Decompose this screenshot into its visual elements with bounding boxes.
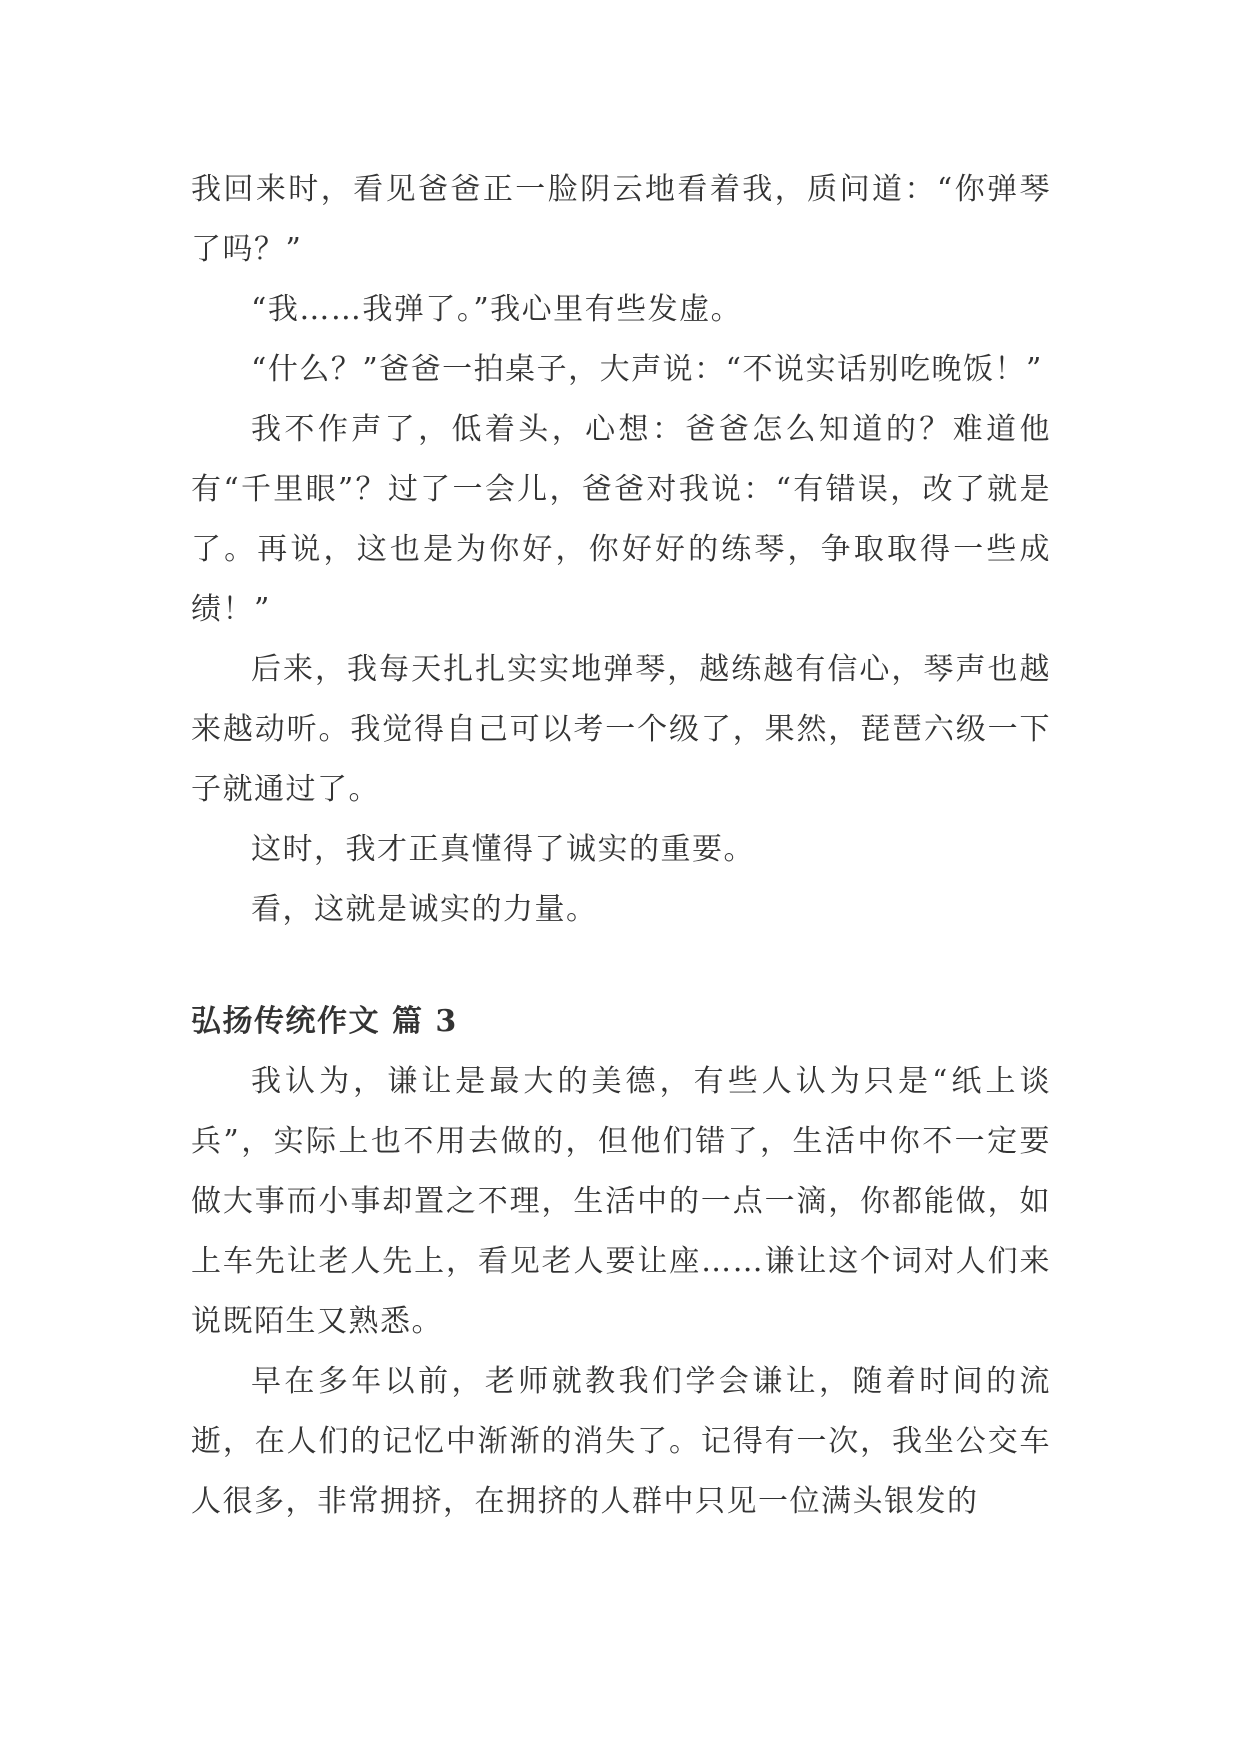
paragraph-reflection: 我不作声了，低着头，心想：爸爸怎么知道的？难道他有“千里眼”？过了一会儿，爸爸对我说：“有错误，改了就是了。再说，这也是为你好，你好好的练琴，争取取得一些成绩！” xyxy=(191,412,1051,627)
paragraph-realization: 这时，我才正真懂得了诚实的重要。 xyxy=(251,832,755,867)
paragraph-dialogue-1: “我……我弹了。”我心里有些发虚。 xyxy=(251,292,743,327)
paragraph-continuation: 我回来时，看见爸爸正一脸阴云地看着我，质问道：“你弹琴了吗？” xyxy=(191,172,1051,267)
paragraph-practice: 后来，我每天扎扎实实地弹琴，越练越有信心，琴声也越来越动听。我觉得自己可以考一个级了，果然，琵琶六级一下子就通过了。 xyxy=(191,652,1051,807)
paragraph-modesty-intro: 我认为，谦让是最大的美德，有些人认为只是“纸上谈兵”，实际上也不用去做的，但他们错了，生活中你不一定要做大事而小事却置之不理，生活中的一点一滴，你都能做，如上车先让老人先上，看见老人要让座……谦让这个词对人们来说既陌生又熟悉。 xyxy=(191,1064,1051,1339)
document-body xyxy=(191,160,1051,1532)
paragraph-bus-story: 早在多年以前，老师就教我们学会谦让，随着时间的流逝，在人们的记忆中渐渐的消失了。记得有一次，我坐公交车人很多，非常拥挤，在拥挤的人群中只见一位满头银发的 xyxy=(191,1364,1051,1519)
section-spacer xyxy=(191,940,1051,992)
paragraph-dialogue-2: “什么？”爸爸一拍桌子，大声说：“不说实话别吃晚饭！” xyxy=(251,352,1043,387)
paragraph-conclusion: 看，这就是诚实的力量。 xyxy=(251,892,598,927)
section-title: 弘扬传统作文 篇 3 xyxy=(191,1004,458,1039)
